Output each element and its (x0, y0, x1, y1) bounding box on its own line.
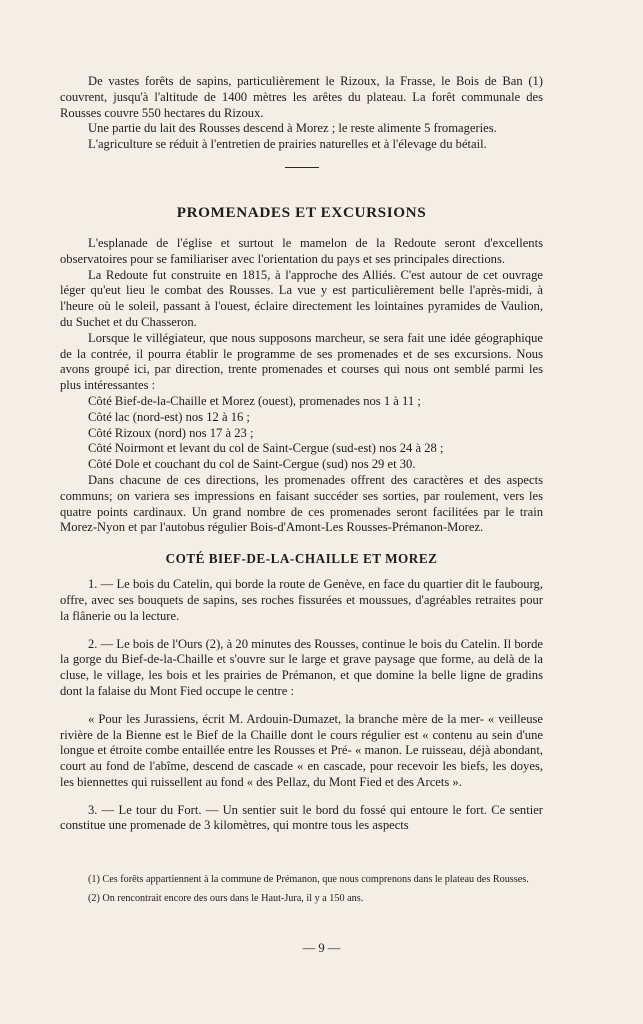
direction-item: Côté Dole et couchant du col de Saint-Cergue (sud) nos 29 et 30. (88, 457, 416, 472)
footnotes (60, 873, 543, 911)
direction-item: Côté Noirmont et levant du col de Saint-Cergue (sud-est) nos 24 à 28 ; (88, 441, 444, 456)
section-heading: PROMENADES ET EXCURSIONS (176, 203, 427, 221)
directions-list (60, 394, 543, 473)
subsection-heading: COTÉ BIEF-DE-LA-CHAILLE ET MOREZ (165, 551, 438, 567)
page-number: — 9 — (302, 941, 341, 955)
intro-paragraph-2: Une partie du lait des Rousses descend à Morez ; le reste alimente 5 fromageries. (88, 121, 497, 136)
direction-item: Côté Bief-de-la-Chaille et Morez (ouest), promenades nos 1 à 11 ; (88, 393, 421, 408)
intro-paragraph-1: De vastes forêts de sapins, particulièrement le Rizoux, la Frasse, le Bois de Ban (1) couvrent, jusqu'à l'altitude de 1400 mètres les arêtes du plateau. La forêt communale des Rousses couvre 550 hectares du Rizoux. (60, 74, 543, 120)
direction-item: Côté Rizoux (nord) nos 17 à 23 ; (88, 425, 254, 440)
promenade-item-2: 2. — Le bois de l'Ours (2), à 20 minutes des Rousses, continue le bois du Catelin. Il borde la gorge du Bief-de-la-Chaille et s'ouvre sur le large et grave paysage que forme, au delà de la cluse, le village, les bois et les prairies de Prémanon, et que domine la belle ligne de gradins dont la falaise du Mont Fied occupe le centre : (60, 636, 543, 698)
section-paragraph-2: La Redoute fut construite en 1815, à l'approche des Alliés. C'est autour de cet ouvrage léger qu'eut lieu le combat des Rousses. La vue y est particulièrement belle l'après-midi, à l'heure où le soleil, passant à l'ouest, éclaire directement les lointaines pyramides de Vaulion, du Suchet et du Chasseron. (60, 267, 543, 329)
quotation-block (60, 712, 543, 791)
quotation-text: « Pour les Jurassiens, écrit M. Ardouin-Dumazet, la branche mère de la mer- « veilleuse rivière de la Bienne est le Bief de la Chaille dont le cours régulier est « contenu au sein d'une longue et étroite combe entaillée entre les Rousses et Pré- « manon. Le ruisseau, déjà abondant, court au fond de l'abîme, descend de cascade « en cascade, pour recevoir les biefs, les doyes, les biennettes qui ruissellent au fond « des Pellaz, du Mont Fied et des Arcets ». (60, 711, 543, 789)
promenade-item-1: 1. — Le bois du Catelin, qui borde la route de Genève, en face du quartier dit le faubourg, offre, avec ses bouquets de sapins, ses roches fissurées et moussues, d'agréables retraites pour la flânerie ou la lecture. (60, 577, 543, 623)
section-paragraph-3: Lorsque le villégiateur, que nous supposons marcheur, se sera fait une idée géographique de la contrée, il pourra établir le programme de ses promenades et de ses excursions. Nous avons groupé ici, par direction, trente promenades et courses qui nous ont semblé parmi les plus intéressantes : (60, 330, 543, 393)
footnote-1: (1) Ces forêts appartiennent à la commune de Prémanon, que nous comprenons dans le plateau des Rousses. (88, 874, 529, 885)
promenade-item-3: 3. — Le tour du Fort. — Un sentier suit le bord du fossé qui entoure le fort. Ce sentier constitue une promenade de 3 kilomètres, qui montre tous les aspects (60, 802, 543, 833)
closing-paragraph: Dans chacune de ces directions, les promenades offrent des caractères et des aspects communs; on variera ses impressions en faisant succéder ses sorties, par roulement, vers les quatre points cardinaux. Un grand nombre de ces promenades seront facilitées par le train Morez-Nyon et par l'autobus régulier Bois-d'Amont-Les Rousses-Prémanon-Morez. (60, 472, 543, 535)
section-divider (285, 167, 319, 168)
page-body (60, 74, 543, 834)
section-paragraph-1: L'esplanade de l'église et surtout le mamelon de la Redoute seront d'excellents observatoires pour se familiariser avec l'orientation du pays et ses principales directions. (60, 235, 543, 266)
intro-paragraph-3: L'agriculture se réduit à l'entretien de prairies naturelles et à l'élevage du bétail. (88, 137, 487, 152)
direction-item: Côté lac (nord-est) nos 12 à 16 ; (88, 409, 250, 424)
footnote-2: (2) On rencontrait encore des ours dans le Haut-Jura, il y a 150 ans. (88, 893, 364, 904)
